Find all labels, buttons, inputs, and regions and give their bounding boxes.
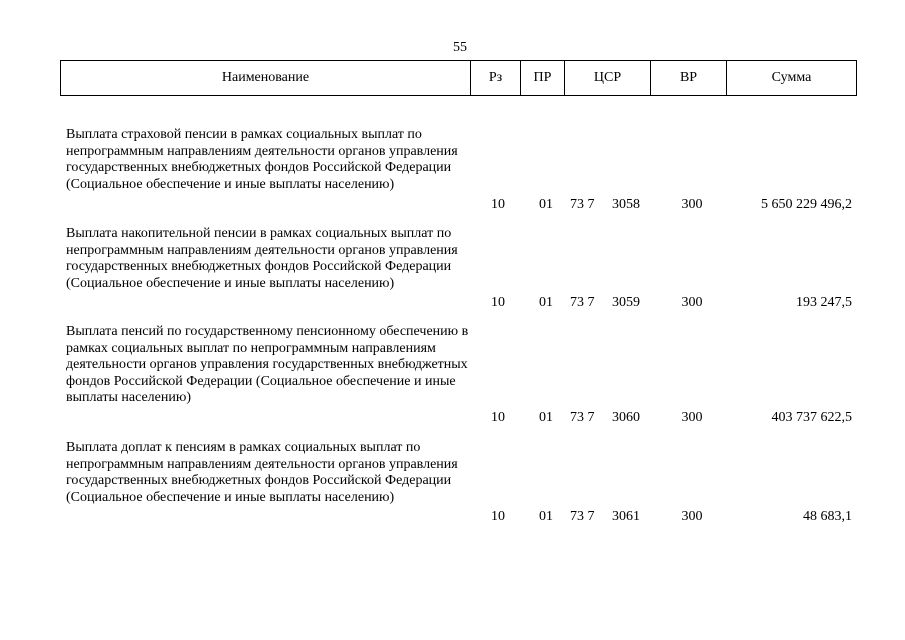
row-rz: 10 [491,509,505,524]
row-csr-code: 3059 [612,295,640,310]
header-name: Наименование [61,61,471,96]
header-pr: ПР [521,61,565,96]
row-csr-code: 3058 [612,197,640,212]
row-sum: 5 650 229 496,2 [761,197,852,212]
row-name: Выплата страховой пенсии в рамках социальных выплат по непрограммным направлениям деятельности органов управления государственных внебюджетных фондов Российской Федерации (Социальное обеспечение и иные выплаты населению) [66,127,458,192]
row-sum: 193 247,5 [796,295,852,310]
row-vr: 300 [681,410,703,425]
row-vr: 300 [681,197,703,212]
header-vr: ВР [651,61,727,96]
row-csr-prefix: 73 7 [570,410,595,425]
row-rz: 10 [491,197,505,212]
row-csr-prefix: 73 7 [570,295,595,310]
row-pr: 01 [539,509,553,524]
row-pr: 01 [539,410,553,425]
row-vr: 300 [681,509,703,524]
row-pr: 01 [539,295,553,310]
row-csr-prefix: 73 7 [570,197,595,212]
row-rz: 10 [491,295,505,310]
row-sum: 403 737 622,5 [771,410,852,425]
row-vr: 300 [681,295,703,310]
header-rz: Рз [471,61,521,96]
row-csr-code: 3060 [612,410,640,425]
row-pr: 01 [539,197,553,212]
row-sum: 48 683,1 [803,509,852,524]
row-name: Выплата доплат к пенсиям в рамках социальных выплат по непрограммным направлениям деятельности органов управления государственных внебюджетных фондов Российской Федерации (Социальное обеспечение и иные выплаты населению) [66,440,458,505]
row-rz: 10 [491,410,505,425]
row-csr-code: 3061 [612,509,640,524]
row-name: Выплата накопительной пенсии в рамках социальных выплат по непрограммным направлениям деятельности органов управления государственных внебюджетных фондов Российской Федерации (Социальное обеспечение и иные выплаты населению) [66,226,458,291]
header-csr: ЦСР [565,61,651,96]
row-name: Выплата пенсий по государственному пенсионному обеспечению в рамках социальных выплат по непрограммным направлениям деятельности органов управления государственных внебюджетных фондов Российской Федерации (Социальное обеспечение и иные выплаты населению) [66,324,469,405]
row-csr-prefix: 73 7 [570,509,595,524]
page-number: 55 [453,40,467,55]
header-sum: Сумма [727,61,857,96]
